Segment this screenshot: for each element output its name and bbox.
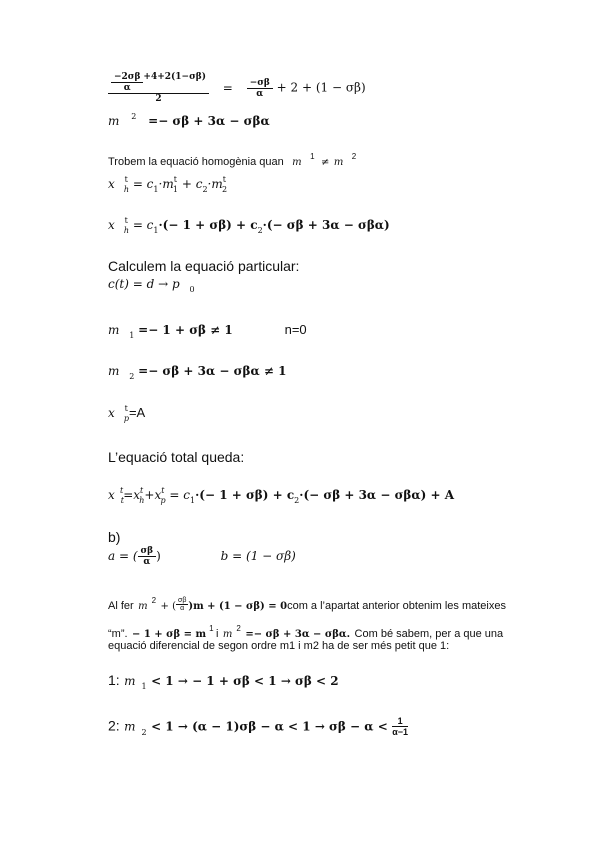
part2: ·(− 1 + σβ) + c xyxy=(158,218,258,232)
x-var: x xyxy=(108,177,115,191)
l15-fraction xyxy=(176,597,188,612)
sub1: 1 xyxy=(153,226,159,235)
rest: )m + (1 − σβ) = 0 xyxy=(188,601,288,612)
text2: Com bé sabem, per a que una xyxy=(354,628,504,640)
part3: + c xyxy=(181,177,203,191)
den: α−1 xyxy=(392,727,408,737)
equation-line-2 xyxy=(108,114,270,128)
homogeneous-text: Trobem la equació homogènia quan xyxy=(108,156,284,168)
sup: t xyxy=(124,404,128,413)
math1: − 1 + σβ = m xyxy=(132,629,207,640)
rhs: =− σβ + 3α − σβα xyxy=(148,114,270,128)
rhs-denominator: α xyxy=(256,88,264,99)
a-def: a = ( xyxy=(108,549,138,563)
equation-line-7 xyxy=(108,277,195,294)
n-label: n=0 xyxy=(284,322,307,337)
m-var: m xyxy=(108,364,120,378)
sub4: 2 xyxy=(221,185,228,194)
rhs-numerator: −σβ xyxy=(247,78,273,89)
sup0: t xyxy=(120,486,124,495)
part3: ·(− σβ + 3α − σβα) + A xyxy=(299,488,455,502)
sub0: t xyxy=(120,496,124,505)
sub: h xyxy=(123,185,129,194)
m-var: m xyxy=(138,601,148,612)
sub2: 1 xyxy=(172,185,179,194)
rest: < 1 → (α − 1)σβ − α < 1 → σβ − α < xyxy=(151,719,388,734)
text-line-6: Calculem la equació particular: xyxy=(108,258,300,274)
sub1: 1 xyxy=(153,185,159,194)
sub: 1 xyxy=(129,331,135,340)
a-den: α xyxy=(143,557,151,567)
text-line-13: b) xyxy=(108,529,121,545)
part1: = c xyxy=(169,488,191,502)
sup: t xyxy=(124,216,128,225)
inner-den: α xyxy=(123,83,131,93)
equation-line-19 xyxy=(108,716,408,737)
text1: Al fer xyxy=(108,600,134,612)
sub1: h xyxy=(139,496,145,505)
numerator-rest: +4+2(1−σβ) xyxy=(143,72,206,82)
m1-var: m xyxy=(292,157,302,168)
sup2: t xyxy=(173,175,177,184)
sub3: 2 xyxy=(202,185,208,194)
text-line-17: equació diferencial de segon ordre m1 i m2 ha de ser més petit que 1: xyxy=(108,640,450,652)
m-var: m xyxy=(124,674,136,688)
neq: ≠ xyxy=(321,157,330,168)
fraction-lhs xyxy=(108,72,209,104)
rhs-rest: + 2 + (1 − σβ) xyxy=(276,80,366,95)
inner-fraction xyxy=(111,72,143,93)
a-num: σβ xyxy=(138,546,157,557)
equation-line-9 xyxy=(108,364,287,381)
m-var: m xyxy=(108,323,120,337)
sub: 1 xyxy=(141,682,147,691)
sub2: p xyxy=(160,496,166,505)
sub: h xyxy=(123,226,129,235)
m-var: m xyxy=(124,719,136,734)
rhs: =− σβ + 3α − σβα ≠ 1 xyxy=(138,364,287,378)
label-1: 1: xyxy=(108,672,120,688)
equation-line-4 xyxy=(108,175,228,194)
lhs: c(t) = d → p xyxy=(108,277,180,291)
i-text: i xyxy=(216,628,219,640)
sub: 2 xyxy=(129,372,135,381)
sup1: 1 xyxy=(209,624,214,633)
x-var: x xyxy=(108,218,115,232)
part4: ·m xyxy=(207,177,223,191)
text2: com a l’apartat anterior obtenim les mateixes xyxy=(287,600,506,612)
num: 1 xyxy=(392,716,408,727)
den: α xyxy=(180,605,185,613)
equals-sign: = xyxy=(222,80,233,95)
math2: =− σβ + 3α − σβα. xyxy=(245,629,351,640)
l19-fraction xyxy=(392,716,408,737)
eq: =x xyxy=(123,488,141,502)
b-def: b = (1 − σβ) xyxy=(220,549,296,563)
equation-line-5 xyxy=(108,216,390,235)
sub2: 2 xyxy=(257,226,263,235)
text-line-15 xyxy=(108,596,506,614)
equation-line-12 xyxy=(108,486,455,505)
rest: < 1 → − 1 + σβ < 1 → σβ < 2 xyxy=(151,674,339,688)
equation-line-10 xyxy=(108,404,146,423)
sub: 2 xyxy=(141,727,147,737)
x-var: x xyxy=(108,488,115,502)
sup: 2 xyxy=(151,596,157,605)
equation-line-8 xyxy=(108,322,307,340)
sup2: 2 xyxy=(351,152,357,161)
text1: “m”. xyxy=(108,628,128,640)
part1: = c xyxy=(132,218,154,232)
m-var: m xyxy=(108,114,120,128)
fraction-rhs xyxy=(247,78,273,99)
m2-var: m xyxy=(333,157,344,168)
sup1: 1 xyxy=(310,152,315,161)
part1: = c xyxy=(132,177,154,191)
sup1: t xyxy=(140,486,144,495)
part2: ·(− 1 + σβ) + c xyxy=(195,488,295,502)
sub3: 1 xyxy=(190,496,196,505)
equation-line-14 xyxy=(108,546,296,567)
sub: p xyxy=(123,414,129,423)
equation-line-18 xyxy=(108,672,339,690)
text-line-3 xyxy=(108,152,356,170)
sup: 2 xyxy=(131,112,137,121)
fraction-lhs-denominator: 2 xyxy=(155,94,162,104)
fraction-lhs-numerator xyxy=(108,72,209,94)
sub: 0 xyxy=(189,285,195,294)
part3: ·(− σβ + 3α − σβα) xyxy=(262,218,390,232)
plus: +x xyxy=(144,488,162,502)
text-line-11: L’equació total queda: xyxy=(108,449,245,465)
sup4: t xyxy=(222,175,226,184)
sub4: 2 xyxy=(294,496,300,505)
x-var: x xyxy=(108,406,115,420)
rhs: =− 1 + σβ ≠ 1 xyxy=(138,323,233,337)
rhs: =A xyxy=(128,405,146,420)
sup2: 2 xyxy=(236,624,241,633)
inner-num: −2σβ xyxy=(111,72,143,83)
sup2: t xyxy=(161,486,165,495)
num: σβ xyxy=(178,597,187,605)
a-fraction xyxy=(138,546,157,567)
label-2: 2: xyxy=(108,717,120,734)
plus: + ( xyxy=(160,601,176,612)
equation-line-1 xyxy=(108,72,366,104)
part2: ·m xyxy=(158,177,174,191)
m2-var: m xyxy=(222,629,233,640)
sup: t xyxy=(124,175,128,184)
a-close: ) xyxy=(156,549,161,563)
